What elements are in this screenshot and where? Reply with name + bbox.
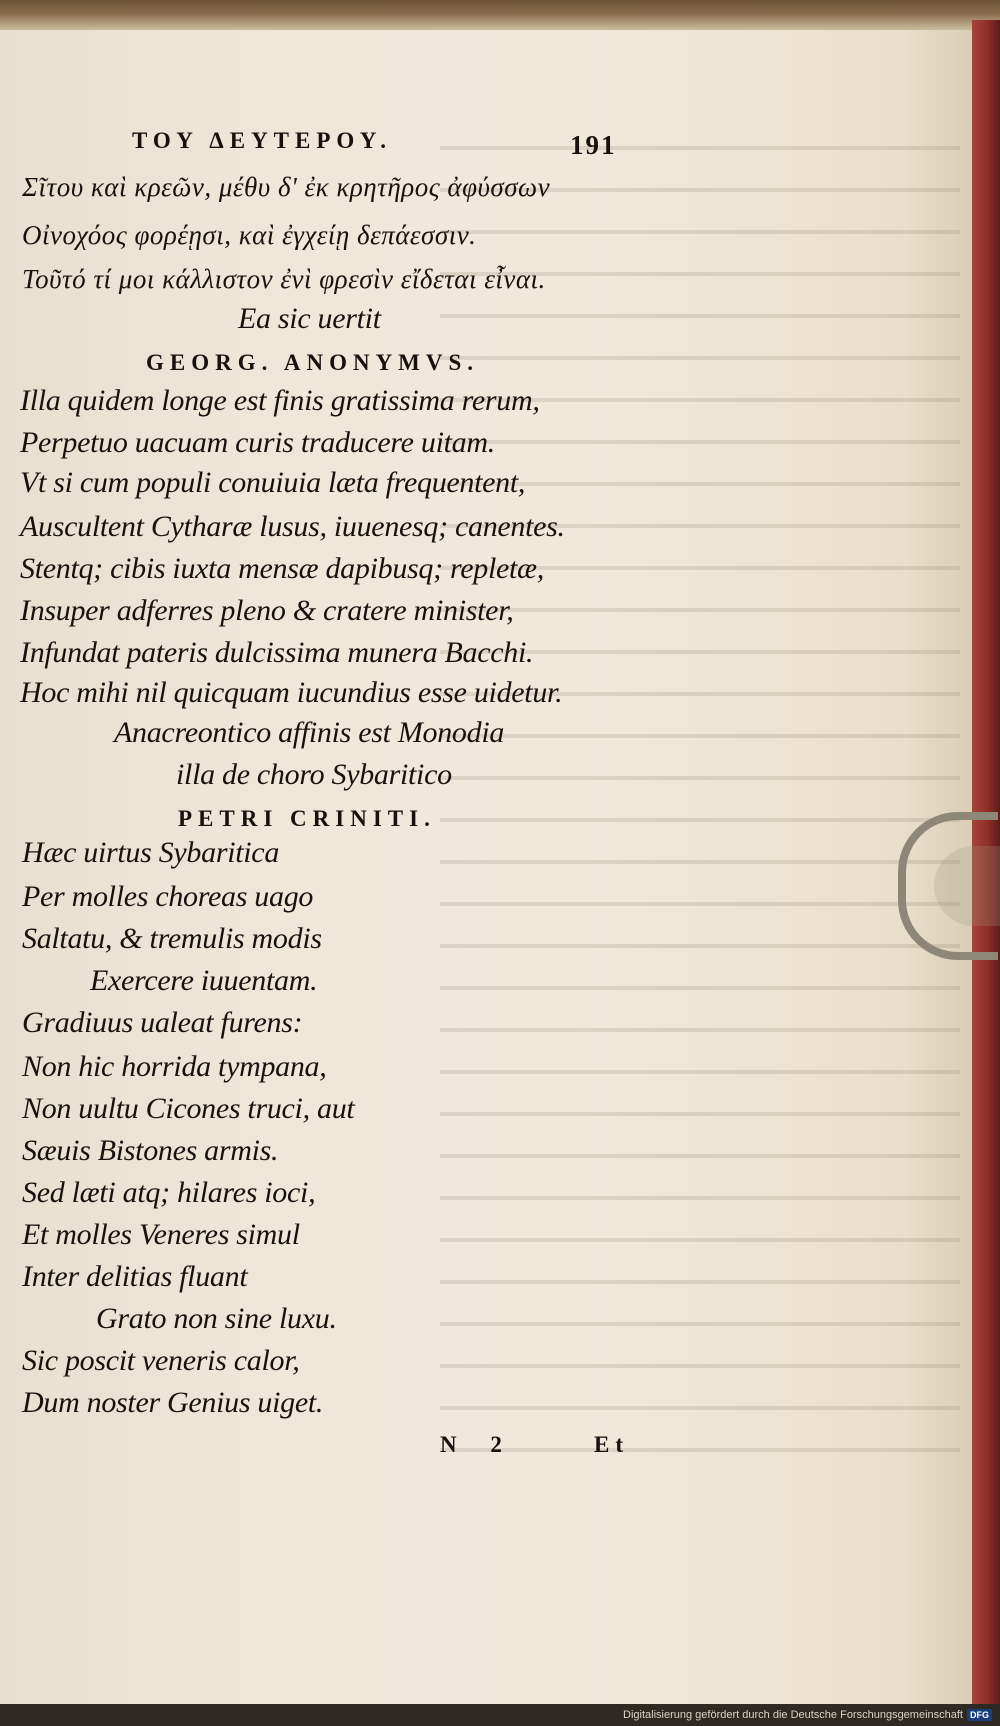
page-number: 191: [570, 130, 617, 160]
poet-name: PETRI CRINITI.: [178, 806, 436, 831]
poem-line: Non uultu Cicones truci, aut: [22, 1092, 355, 1125]
running-title: ΤΟΥ ΔΕΥΤΕΡΟΥ.: [132, 128, 392, 153]
latin-line: Vt si cum populi conuiuia læta frequentent,: [20, 466, 526, 499]
greek-line: Οἰνοχόος φορέῃσι, καὶ ἐγχείῃ δεπάεσσιν.: [22, 220, 477, 250]
catchword: Et: [594, 1432, 629, 1457]
poem-line: Saltatu, & tremulis modis: [22, 922, 322, 955]
latin-line: Stentq; cibis iuxta mensæ dapibusq; repletæ,: [20, 552, 544, 585]
digitization-credit: [623, 1707, 992, 1723]
poem-line: Dum noster Genius uiget.: [22, 1386, 324, 1419]
dfg-logo: DFG: [967, 1709, 992, 1721]
poem-line: Sed læti atq; hilares ioci,: [22, 1176, 316, 1209]
latin-line: Perpetuo uacuam curis traducere uitam.: [20, 426, 495, 459]
poem-line: Et molles Veneres simul: [22, 1218, 300, 1251]
book-top-edge: [0, 0, 1000, 30]
greek-line: Τοῦτό τί μοι κάλλιστον ἐνὶ φρεσὶν εἴδεται εἶναι.: [22, 264, 546, 294]
latin-line: Hoc mihi nil quicquam iucundius esse uidetur.: [20, 676, 563, 709]
latin-line: Illa quidem longe est finis gratissima rerum,: [20, 384, 540, 417]
intro-translation: Ea sic uertit: [238, 302, 381, 335]
section-intro: Anacreontico affinis est Monodia: [114, 716, 505, 749]
poem-line: Exercere iuuentam.: [90, 964, 318, 997]
latin-line: Insuper adferres pleno & cratere minister,: [20, 594, 514, 627]
poem-line: Non hic horrida tympana,: [22, 1050, 327, 1083]
translator-name: GEORG. ANONYMVS.: [146, 350, 480, 375]
page-clip: [898, 812, 998, 960]
credit-text: Digitalisierung gefördert durch die Deutsche Forschungsgemeinschaft: [623, 1709, 963, 1721]
poem-line: Per molles choreas uago: [22, 880, 314, 913]
poem-line: Sæuis Bistones armis.: [22, 1134, 279, 1167]
latin-line: Auscultent Cytharæ lusus, iuuenesq; canentes.: [20, 510, 565, 543]
signature-mark: N 2: [440, 1432, 516, 1457]
latin-line: Infundat pateris dulcissima munera Bacchi.: [20, 636, 534, 669]
poem-line: Inter delitias fluant: [22, 1260, 248, 1293]
section-intro: illa de choro Sybaritico: [176, 758, 452, 791]
poem-line: Gradiuus ualeat furens:: [22, 1006, 303, 1039]
poem-line: Sic poscit veneris calor,: [22, 1344, 300, 1377]
poem-line: Grato non sine luxu.: [96, 1302, 337, 1335]
poem-line: Hæc uirtus Sybaritica: [22, 836, 280, 869]
greek-line: Σῖτου καὶ κρεῶν, μέθυ δ' ἐκ κρητῆρος ἀφύσσων: [22, 172, 551, 202]
